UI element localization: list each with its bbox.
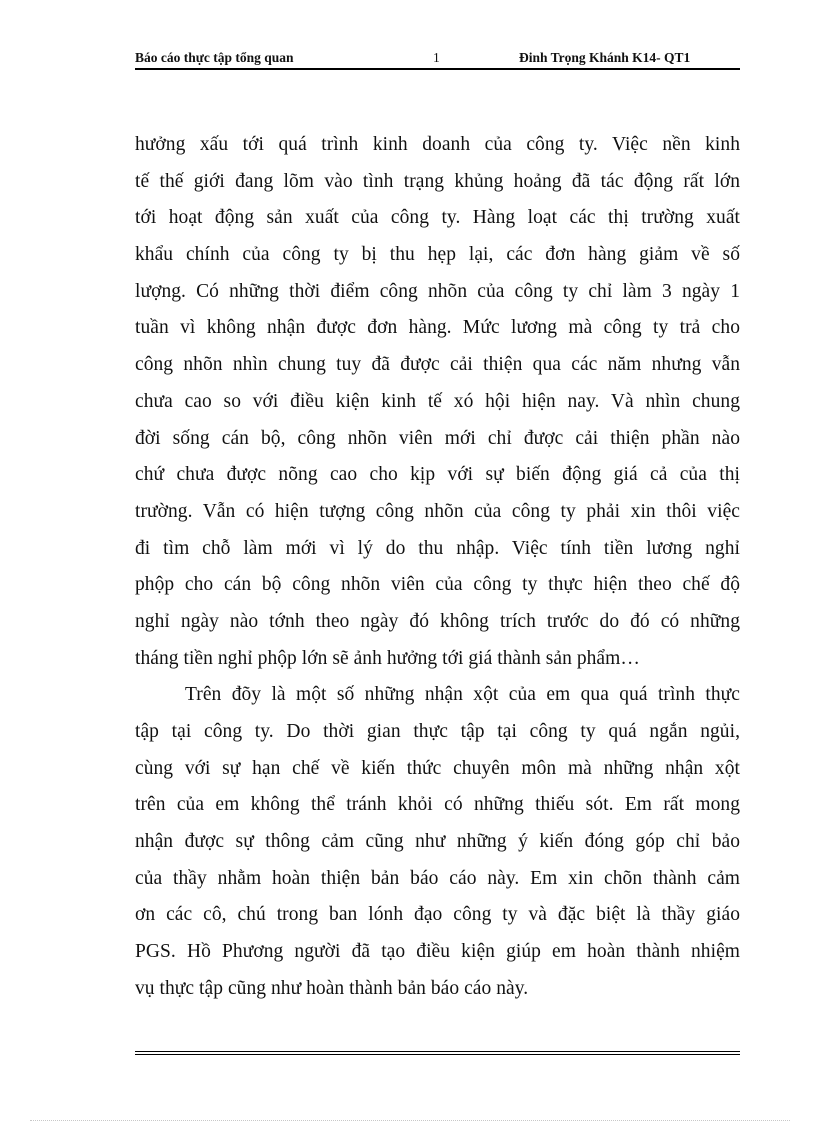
page-number: 1: [433, 50, 440, 65]
text-line: cùng với sự hạn chế về kiến thức chuyên môn mà những nhận xột: [135, 757, 740, 779]
text-line: trên của em không thể tránh khỏi có những thiếu sót. Em rất mong: [135, 794, 740, 816]
text-line: PGS. Hồ Phương người đã tạo điều kiện giúp em hoàn thành nhiệm: [135, 941, 740, 963]
page-edge-dotted-line: [30, 1120, 790, 1121]
text-line: tập tại công ty. Do thời gian thực tập tại công ty quá ngắn ngủi,: [135, 721, 740, 742]
header-title: Báo cáo thực tập tổng quan: [135, 50, 294, 65]
text-line: tuần vì không nhận được đơn hàng. Mức lương mà công ty trả cho: [135, 317, 740, 339]
text-line: lượng. Có những thời điểm công nhõn của công ty chỉ làm 3 ngày 1: [135, 280, 740, 302]
text-line: chưa cao so với điều kiện kinh tế xó hội hiện nay. Và nhìn chung: [135, 390, 740, 412]
text-line: của thầy nhằm hoàn thiện bản báo cáo này. Em xin chõn thành cảm: [135, 867, 740, 889]
text-line: vụ thực tập cũng như hoàn thành bản báo cáo này.: [135, 977, 529, 999]
text-line: phộp cho cán bộ công nhõn viên của công ty thực hiện theo chế độ: [135, 574, 740, 596]
text-line: nghỉ ngày nào tớnh theo ngày đó không trích trước do đó có những: [135, 610, 740, 632]
text-line: Trên đõy là một số những nhận xột của em qua quá trình thực: [185, 684, 740, 706]
body-text: [135, 127, 740, 1008]
header-author: Đinh Trọng Khánh K14- QT1: [519, 50, 691, 65]
paragraph-1: [135, 127, 740, 677]
text-line: tới hoạt động sản xuất của công ty. Hàng loạt các thị trường xuất: [135, 207, 740, 229]
page-header: [135, 50, 740, 68]
text-line: công nhõn nhìn chung tuy đã được cải thiện qua các năm nhưng vẫn: [135, 354, 740, 376]
text-line: nhận được sự thông cảm cũng như những ý kiến đóng góp chỉ bảo: [135, 831, 740, 853]
footer-divider: [135, 1051, 740, 1055]
text-line: trường. Vẫn có hiện tượng công nhõn của công ty phải xin thôi việc: [135, 500, 740, 522]
text-line: tế thế giới đang lõm vào tình trạng khủng hoảng đã tác động rất lớn: [135, 170, 740, 192]
paragraph-2: [135, 677, 740, 1007]
text-line: ơn các cô, chú trong ban lónh đạo công ty và đặc biệt là thầy giáo: [135, 904, 740, 926]
header-divider: [135, 68, 740, 70]
text-line: tháng tiền nghỉ phộp lớn sẽ ảnh hưởng tới giá thành sản phẩm…: [135, 647, 640, 669]
text-line: đời sống cán bộ, công nhõn viên mới chỉ được cải thiện phần nào: [135, 427, 740, 449]
text-line: hưởng xấu tới quá trình kinh doanh của công ty. Việc nền kinh: [135, 134, 740, 155]
text-line: khẩu chính của công ty bị thu hẹp lại, các đơn hàng giảm về số: [135, 244, 740, 266]
text-line: chứ chưa được nõng cao cho kịp với sự biến động giá cả của thị: [135, 464, 740, 486]
text-line: đi tìm chỗ làm mới vì lý do thu nhập. Việc tính tiền lương nghỉ: [135, 537, 740, 559]
